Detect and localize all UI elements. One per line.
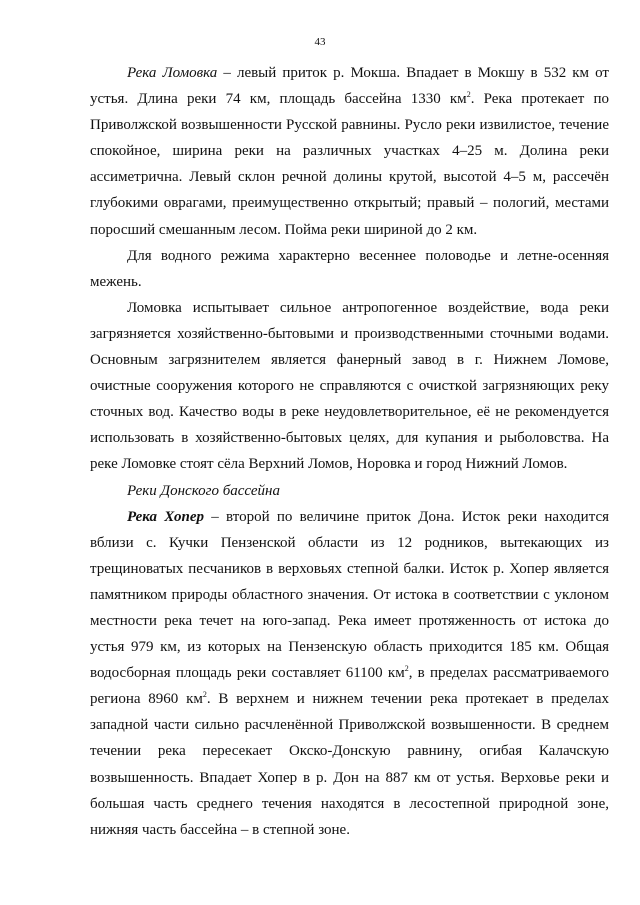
paragraph-lead-lomovka: Река Ломовка	[127, 65, 218, 81]
paragraph-text: – второй по величине приток Дона. Исток реки находится вблизи с. Кучки Пензенской области из 12 родников, вытекающих из трещиноватых песчаников в верховьях степной балки. Исток р. Хопер является памятником природы областного значения. От истока в соответствии с уклоном местности река течет на юго-запад. Река имеет протяженность от истока до устья 979 км, из которых на Пензенскую область приходится 185 км. Общая водосборная площадь реки составляет 61100 км	[90, 508, 610, 682]
paragraph-water-regime: Для водного режима характерно весеннее половодье и летне-осенняя межень.	[90, 247, 609, 290]
superscript: 2	[466, 90, 471, 100]
paragraph-text: – левый приток р. Мокша. Впадает в Мокшу в 532 км от устья. Длина реки 74 км, площадь бассейна 1330 км	[90, 65, 609, 108]
paragraph-khoper	[90, 504, 609, 843]
paragraph-pollution: Ломовка испытывает сильное антропогенное воздействие, вода реки загрязняется хозяйственно-бытовыми и производственными сточными водами. Основным загрязнителем является фанерный завод в г. Нижнем Ломове, очистные сооружения которого не справляются с очисткой загрязняющих реку сточных вод. Качество воды в реке неудовлетворительное, её не рекомендуется использовать в хозяйственно-бытовых целях, для купания и рыболовства. На реке Ломовке стоят сёла Верхний Ломов, Норовка и город Нижний Ломов.	[90, 299, 609, 473]
superscript: 2	[404, 664, 409, 674]
document-body	[90, 60, 609, 843]
subheading-don-basin: Реки Донского бассейна	[127, 482, 280, 499]
paragraph-lead-khoper: Река Хопер	[127, 508, 204, 525]
paragraph-text: , в пределах рассматриваемого региона 8960 км	[90, 665, 609, 708]
superscript: 2	[202, 690, 207, 700]
paragraph-text: . Река протекает по Приволжской возвышенности Русской равнины. Русло реки извилистое, течение спокойное, ширина реки на различных участках 4–25 м. Долина реки ассиметрична. Левый склон речной долины крутой, высотой 4–5 м, рассечён глубокими оврагами, преимущественно открытый; правый – пологий, местами поросший смешанным лесом. Пойма реки шириной до 2 км.	[90, 91, 609, 238]
paragraph-text: . В верхнем и нижнем течении река протекает в пределах западной части сильно расчленённой Приволжской возвышенности. В среднем течении река пересекает Окско-Донскую равнину, огибая Калачскую возвышенность. Впадает Хопер в р. Дон на 887 км от устья. Верховье реки и большая часть среднего течения находятся в лесостепной природной зоне, нижняя часть бассейна – в степной зоне.	[90, 691, 609, 838]
page-number: 43	[314, 36, 326, 48]
paragraph-lomovka	[90, 60, 609, 243]
